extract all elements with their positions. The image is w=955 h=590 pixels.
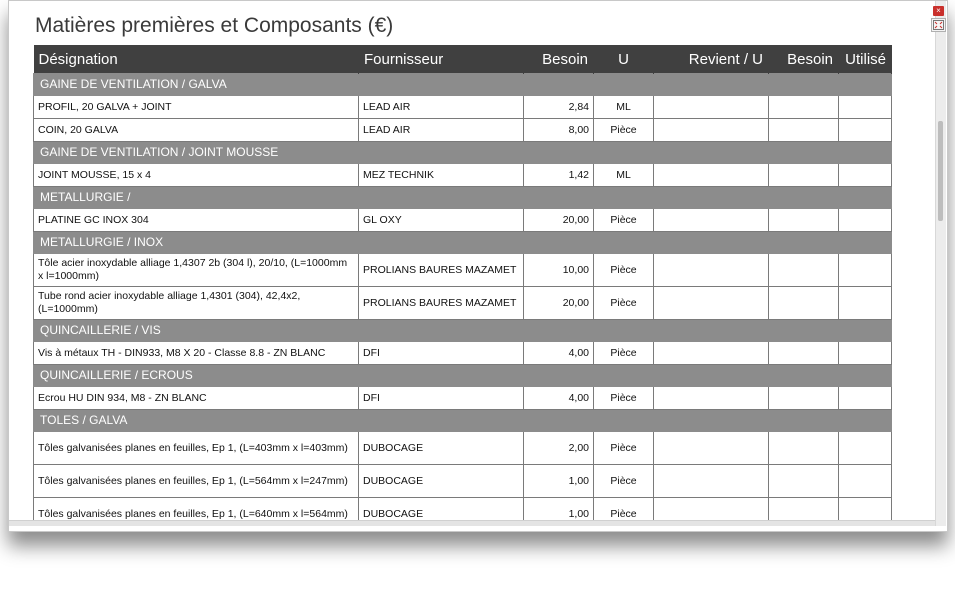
cell-utilise [839,432,892,465]
cell-besoin: 1,00 [524,465,594,498]
table-row [34,164,892,187]
cell-utilise [839,209,892,232]
cell-fournisseur: LEAD AIR [359,96,524,119]
fit-page-button[interactable] [931,18,946,32]
cell-unite: Pièce [594,254,654,287]
section-row [34,74,892,96]
section-title: GAINE DE VENTILATION / JOINT MOUSSE [34,142,892,164]
cell-designation: Tôles galvanisées planes en feuilles, Ep 1, (L=640mm x l=564mm) [34,498,359,527]
cell-besoin-2 [769,119,839,142]
cell-besoin: 1,00 [524,498,594,527]
section-row [34,187,892,209]
col-header-revient: Revient / U [654,45,769,74]
cell-besoin: 20,00 [524,287,594,320]
cell-fournisseur: MEZ TECHNIK [359,164,524,187]
cell-fournisseur: GL OXY [359,209,524,232]
cell-besoin: 4,00 [524,387,594,410]
cell-revient [654,164,769,187]
cell-revient [654,342,769,365]
table-row [34,342,892,365]
col-header-besoin-2: Besoin [769,45,839,74]
table-row [34,287,892,320]
cell-besoin: 2,00 [524,432,594,465]
table-row [34,465,892,498]
cell-designation: Tôles galvanisées planes en feuilles, Ep 1, (L=564mm x l=247mm) [34,465,359,498]
cell-fournisseur: PROLIANS BAURES MAZAMET [359,254,524,287]
cell-besoin: 8,00 [524,119,594,142]
cell-designation: COIN, 20 GALVA [34,119,359,142]
close-icon: × [936,6,941,15]
cell-unite: Pièce [594,287,654,320]
vertical-scrollbar[interactable] [935,1,946,526]
cell-unite: Pièce [594,432,654,465]
cell-fournisseur: DUBOCAGE [359,465,524,498]
table-row [34,432,892,465]
col-header-unite: U [594,45,654,74]
cell-designation: JOINT MOUSSE, 15 x 4 [34,164,359,187]
page-title: Matières premières et Composants (€) [35,14,394,37]
table-body [34,74,892,527]
section-title: QUINCAILLERIE / ECROUS [34,365,892,387]
cell-utilise [839,254,892,287]
cell-revient [654,387,769,410]
cell-utilise [839,96,892,119]
section-row [34,320,892,342]
cell-unite: Pièce [594,119,654,142]
col-header-fournisseur: Fournisseur [359,45,524,74]
cell-revient [654,287,769,320]
cell-besoin-2 [769,287,839,320]
cell-revient [654,209,769,232]
cell-utilise [839,164,892,187]
cell-designation: Vis à métaux TH - DIN933, M8 X 20 - Classe 8.8 - ZN BLANC [34,342,359,365]
section-row [34,410,892,432]
window-controls [930,6,948,36]
cell-utilise [839,287,892,320]
cell-designation: PLATINE GC INOX 304 [34,209,359,232]
cell-fournisseur: DUBOCAGE [359,498,524,527]
cell-besoin-2 [769,387,839,410]
cell-unite: Pièce [594,465,654,498]
cell-besoin-2 [769,209,839,232]
cell-designation: Ecrou HU DIN 934, M8 - ZN BLANC [34,387,359,410]
cell-revient [654,96,769,119]
table-row [34,119,892,142]
scrollbar-thumb[interactable] [938,121,943,221]
table-row [34,254,892,287]
cell-besoin-2 [769,342,839,365]
cell-besoin: 1,42 [524,164,594,187]
cell-unite: Pièce [594,498,654,527]
table-row [34,387,892,410]
cell-besoin-2 [769,254,839,287]
section-row [34,142,892,164]
cell-utilise [839,465,892,498]
table-row [34,209,892,232]
col-header-utilise: Utilisé [839,45,892,74]
horizontal-scrollbar[interactable] [9,520,935,526]
cell-revient [654,254,769,287]
cell-unite: ML [594,96,654,119]
section-title: TOLES / GALVA [34,410,892,432]
cell-besoin-2 [769,164,839,187]
cell-unite: Pièce [594,209,654,232]
cell-fournisseur: DUBOCAGE [359,432,524,465]
cell-designation: Tube rond acier inoxydable alliage 1,4301 (304), 42,4x2, (L=1000mm) [34,287,359,320]
cell-revient [654,119,769,142]
section-title: GAINE DE VENTILATION / GALVA [34,74,892,96]
fit-page-icon [933,20,944,30]
cell-besoin-2 [769,465,839,498]
cell-besoin: 4,00 [524,342,594,365]
cell-besoin: 10,00 [524,254,594,287]
cell-utilise [839,387,892,410]
cell-fournisseur: DFI [359,387,524,410]
section-row [34,365,892,387]
cell-utilise [839,342,892,365]
close-button[interactable] [933,6,944,16]
col-header-designation: Désignation [34,45,359,74]
cell-designation: Tôle acier inoxydable alliage 1,4307 2b (304 l), 20/10, (L=1000mm x l=1000mm) [34,254,359,287]
table-row [34,96,892,119]
cell-designation: PROFIL, 20 GALVA + JOINT [34,96,359,119]
cell-designation: Tôles galvanisées planes en feuilles, Ep 1, (L=403mm x l=403mm) [34,432,359,465]
cell-fournisseur: PROLIANS BAURES MAZAMET [359,287,524,320]
document-viewport[interactable] [9,1,935,526]
cell-unite: Pièce [594,387,654,410]
section-title: METALLURGIE / [34,187,892,209]
cell-revient [654,432,769,465]
cell-unite: Pièce [594,342,654,365]
cell-unite: ML [594,164,654,187]
cell-besoin: 2,84 [524,96,594,119]
section-title: QUINCAILLERIE / VIS [34,320,892,342]
cell-besoin-2 [769,432,839,465]
materials-table [33,45,892,526]
cell-utilise [839,119,892,142]
document-window [8,0,948,532]
cell-besoin-2 [769,96,839,119]
cell-fournisseur: LEAD AIR [359,119,524,142]
cell-revient [654,465,769,498]
cell-fournisseur: DFI [359,342,524,365]
section-title: METALLURGIE / INOX [34,232,892,254]
section-row [34,232,892,254]
col-header-besoin: Besoin [524,45,594,74]
table-header-row [34,45,892,74]
cell-besoin: 20,00 [524,209,594,232]
